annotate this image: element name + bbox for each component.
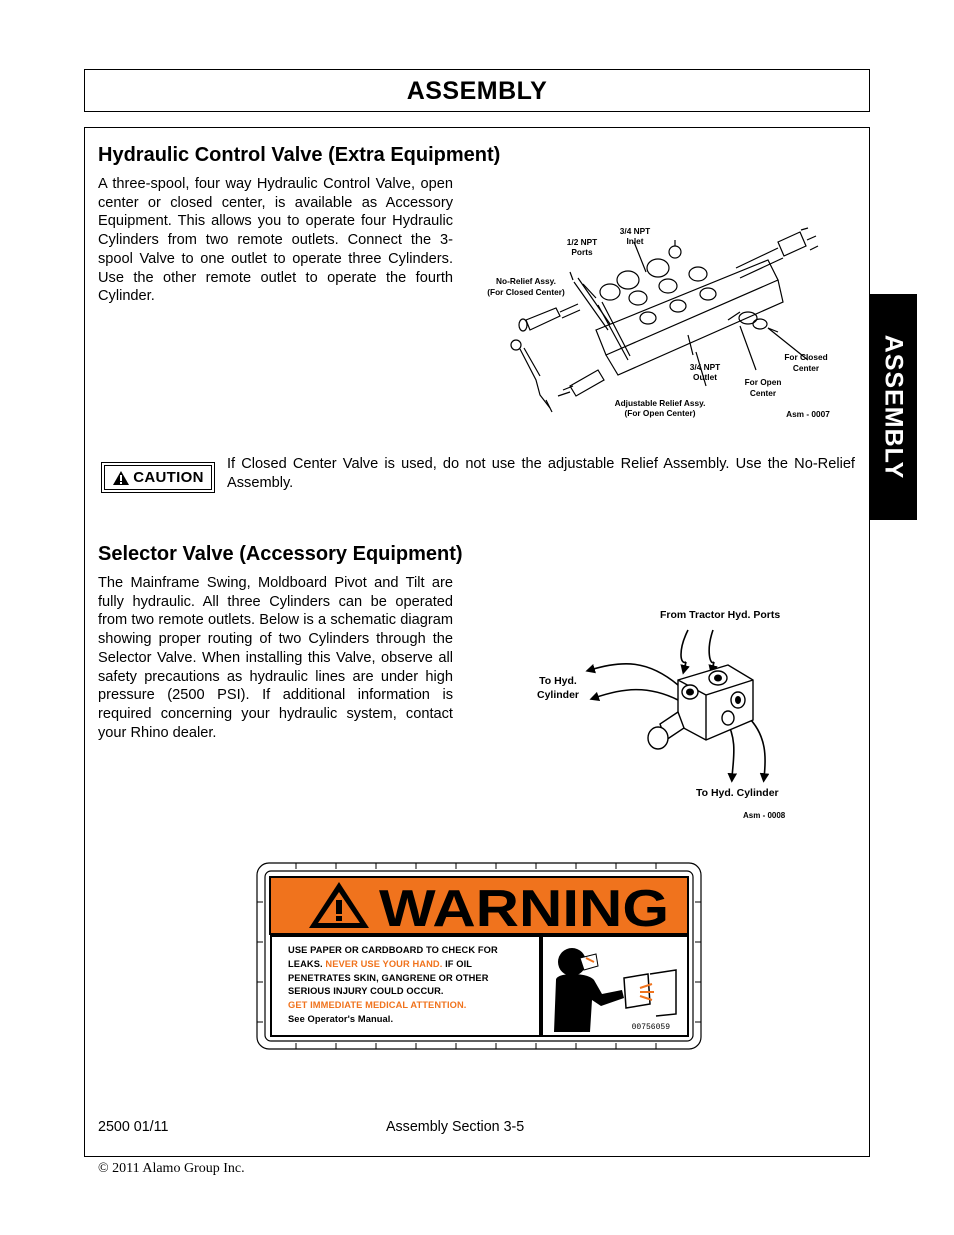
label-3-4-npt-inlet: 3/4 NPT bbox=[619, 226, 651, 236]
svg-text:Ports: Ports bbox=[571, 247, 593, 257]
section-body-selector-valve: The Mainframe Swing, Moldboard Pivot and Tilt are fully hydraulic. All three Cylinders can be operated from two remote outlets. Below is a schematic diagram showing proper routing of two Cylinders through the Selector Valve. When installing this Valve, observe all safety precautions as hydraulic lines are under high pressure (2500 PSI). If additional information is required concerning your hydraulic system, contact your Rhino dealer. bbox=[98, 575, 453, 741]
hydraulic-control-valve-diagram bbox=[478, 220, 840, 435]
warning-triangle-icon bbox=[112, 470, 130, 486]
page-title-box bbox=[84, 69, 870, 112]
side-tab-label: ASSEMBLY bbox=[879, 334, 908, 480]
svg-text:(For Open Center): (For Open Center) bbox=[624, 408, 696, 418]
svg-text:Inlet: Inlet bbox=[626, 236, 644, 246]
section-heading-selector-valve: Selector Valve (Accessory Equipment) bbox=[98, 543, 463, 565]
footer-section-page: Assembly Section 3-5 bbox=[386, 1119, 525, 1135]
section-heading-hydraulic-control-valve: Hydraulic Control Valve (Extra Equipment) bbox=[98, 144, 501, 166]
figure-ref-asm-0007: Asm - 0007 bbox=[786, 409, 830, 419]
svg-text:Cylinder: Cylinder bbox=[536, 689, 580, 701]
svg-text:(For Closed Center): (For Closed Center) bbox=[487, 287, 565, 297]
caution-badge bbox=[101, 462, 215, 493]
page-title: ASSEMBLY bbox=[406, 77, 548, 105]
selector-valve-diagram bbox=[528, 600, 828, 830]
label-3-4-npt-outlet: 3/4 NPT bbox=[689, 362, 721, 372]
caution-text: If Closed Center Valve is used, do not use the adjustable Relief Assembly. Use the No-Relief Assembly. bbox=[227, 456, 855, 491]
caution-badge-label: CAUTION bbox=[133, 469, 204, 486]
section-side-tab bbox=[869, 294, 917, 520]
copyright: © 2011 Alamo Group Inc. bbox=[98, 1161, 245, 1176]
label-to-hyd-cylinder-left: To Hyd. bbox=[539, 675, 577, 687]
footer-model-date: 2500 01/11 bbox=[98, 1119, 169, 1135]
label-no-relief-assy: No-Relief Assy. bbox=[496, 276, 556, 286]
section-body-hydraulic-control-valve: A three-spool, four way Hydraulic Control Valve, open center or closed center, is available as Accessory Equipment. This allows you to operate four Hydraulic Cylinders from two remote outlets. Connect the 3-spool Valve to one outlet to operate three Cylinders. Use the other remote outlet to operate the fourth Cylinder. bbox=[98, 176, 453, 305]
decal-part-number: 00756059 bbox=[631, 1023, 670, 1032]
label-1-2-npt-ports: 1/2 NPT bbox=[566, 237, 598, 247]
label-for-open-center: For Open bbox=[744, 377, 782, 387]
label-adjustable-relief-assy: Adjustable Relief Assy. bbox=[614, 398, 706, 408]
svg-text:Center: Center bbox=[792, 363, 820, 373]
svg-text:Center: Center bbox=[749, 388, 777, 398]
svg-text:Outlet: Outlet bbox=[693, 372, 717, 382]
label-to-hyd-cylinder-bottom: To Hyd. Cylinder bbox=[696, 787, 779, 799]
warning-decal-text: USE PAPER OR CARDBOARD TO CHECK FOR LEAKS. NEVER USE YOUR HAND. IF OIL PENETRATES SKIN, GANGRENE OR OTHER SERIOUS INJURY COULD OCCUR. GET IMMEDIATE MEDICAL ATTENTION. See Operator's Manual. bbox=[288, 945, 498, 1024]
warning-decal bbox=[256, 862, 702, 1050]
warning-title: WARNING bbox=[379, 880, 669, 938]
label-from-tractor-hyd-ports: From Tractor Hyd. Ports bbox=[660, 609, 781, 621]
label-for-closed-center: For Closed bbox=[784, 352, 828, 362]
figure-ref-asm-0008: Asm - 0008 bbox=[743, 811, 786, 820]
